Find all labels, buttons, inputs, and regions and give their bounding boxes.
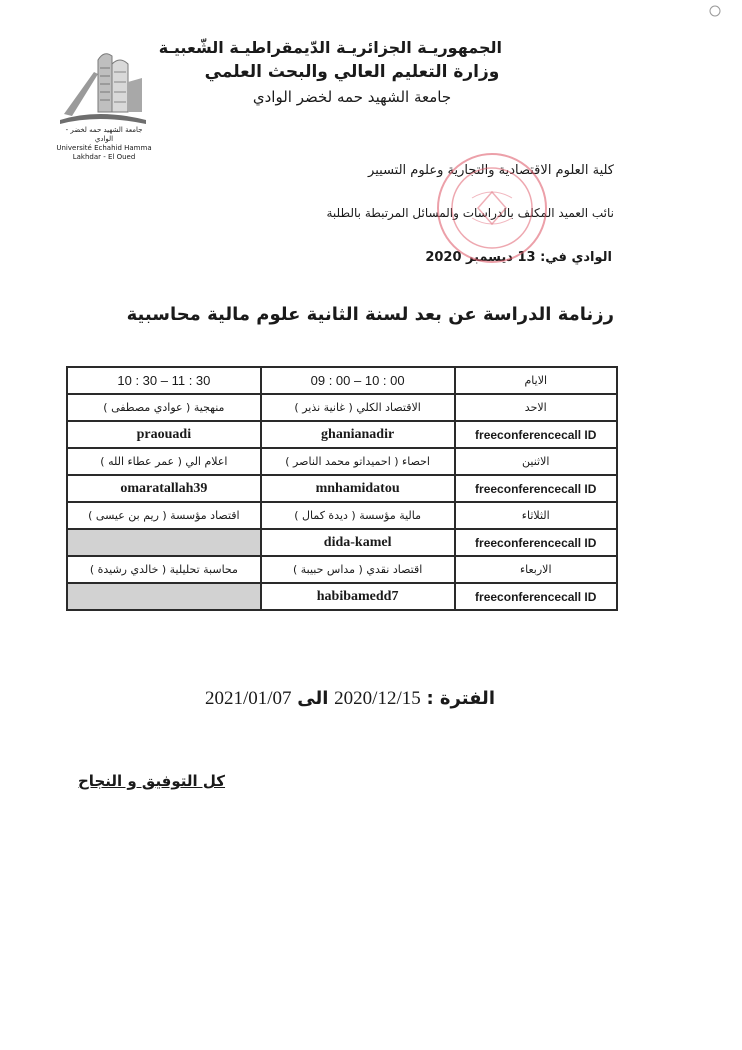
empty-cell [67, 583, 261, 610]
course-cell: اعلام الي ( عمر عطاء الله ) [67, 448, 261, 475]
header-ministry: وزارة التعليم العالي والبحث العلمي [204, 62, 500, 82]
id-label-cell: freeconferencecall ID [455, 421, 618, 448]
course-cell: الاقتصاد الكلي ( غانية نذير ) [261, 394, 455, 421]
period-end-date: 2021/01/07 [205, 688, 292, 709]
faculty-name: كلية العلوم الاقتصادية والتجارية وعلوم التسيير [368, 163, 614, 178]
day-cell: الاثنين [455, 448, 618, 475]
conference-id-cell: omaratallah39 [67, 475, 261, 502]
table-row [67, 421, 617, 448]
empty-cell [67, 529, 261, 556]
header-slot-2: 10 : 30 – 11 : 30 [67, 367, 261, 394]
course-cell: اقتصاد نقدي ( مداس حبيبة ) [261, 556, 455, 583]
day-cell: الثلاثاء [455, 502, 618, 529]
id-label-cell: freeconferencecall ID [455, 475, 618, 502]
day-cell: الاحد [455, 394, 618, 421]
table-row [67, 502, 617, 529]
logo-caption-french: Université Echahid Hamma Lakhdar - El Oued [56, 144, 152, 161]
period-to-word: الى [297, 688, 329, 709]
corner-mark-icon [708, 4, 722, 18]
conference-id-cell: mnhamidatou [261, 475, 455, 502]
course-cell: محاسبة تحليلية ( خالدي رشيدة ) [67, 556, 261, 583]
document-date: الوادي في: 13 ديسمبر 2020 [425, 250, 612, 265]
table-header-row [67, 367, 617, 394]
id-label-cell: freeconferencecall ID [455, 583, 618, 610]
closing-wishes: كل التوفيق و النجاح [78, 772, 226, 790]
official-stamp-icon [432, 148, 552, 268]
schedule-table [66, 366, 618, 611]
logo-caption-arabic: جامعة الشهيد حمه لخضر - الوادي [65, 126, 143, 143]
id-label-cell: freeconferencecall ID [455, 529, 618, 556]
table-row [67, 394, 617, 421]
page-title: رزنامة الدراسة عن بعد لسنة الثانية علوم مالية محاسبية [126, 304, 614, 325]
course-cell: اقتصاد مؤسسة ( ريم بن عيسى ) [67, 502, 261, 529]
conference-id-cell: praouadi [67, 421, 261, 448]
table-row [67, 475, 617, 502]
table-row [67, 448, 617, 475]
header-university: جامعة الشهيد حمه لخضر الوادي [252, 88, 452, 106]
table-row [67, 529, 617, 556]
period-start-date: 2020/12/15 [334, 688, 421, 709]
logo-caption [56, 126, 152, 162]
conference-id-cell: habibamedd7 [261, 583, 455, 610]
conference-id-cell: dida-kamel [261, 529, 455, 556]
period-label: الفترة : [426, 688, 495, 709]
header-slot-1: 09 : 00 – 10 : 00 [261, 367, 455, 394]
course-cell: احصاء ( احميداتو محمد الناصر ) [261, 448, 455, 475]
table-row [67, 583, 617, 610]
header-republic: الجمهوريـة الجزائريـة الدّيمقراطيـة الشّعبيـة [158, 38, 502, 57]
vice-dean-office: نائب العميد المكلف بالدراسات والمسائل المرتبطة بالطلبة [326, 206, 614, 220]
period-line [180, 688, 520, 710]
course-cell: منهجية ( عوادي مصطفى ) [67, 394, 261, 421]
day-cell: الاربعاء [455, 556, 618, 583]
conference-id-cell: ghanianadir [261, 421, 455, 448]
table-row [67, 556, 617, 583]
course-cell: مالية مؤسسة ( ديدة كمال ) [261, 502, 455, 529]
header-days: الايام [455, 367, 618, 394]
